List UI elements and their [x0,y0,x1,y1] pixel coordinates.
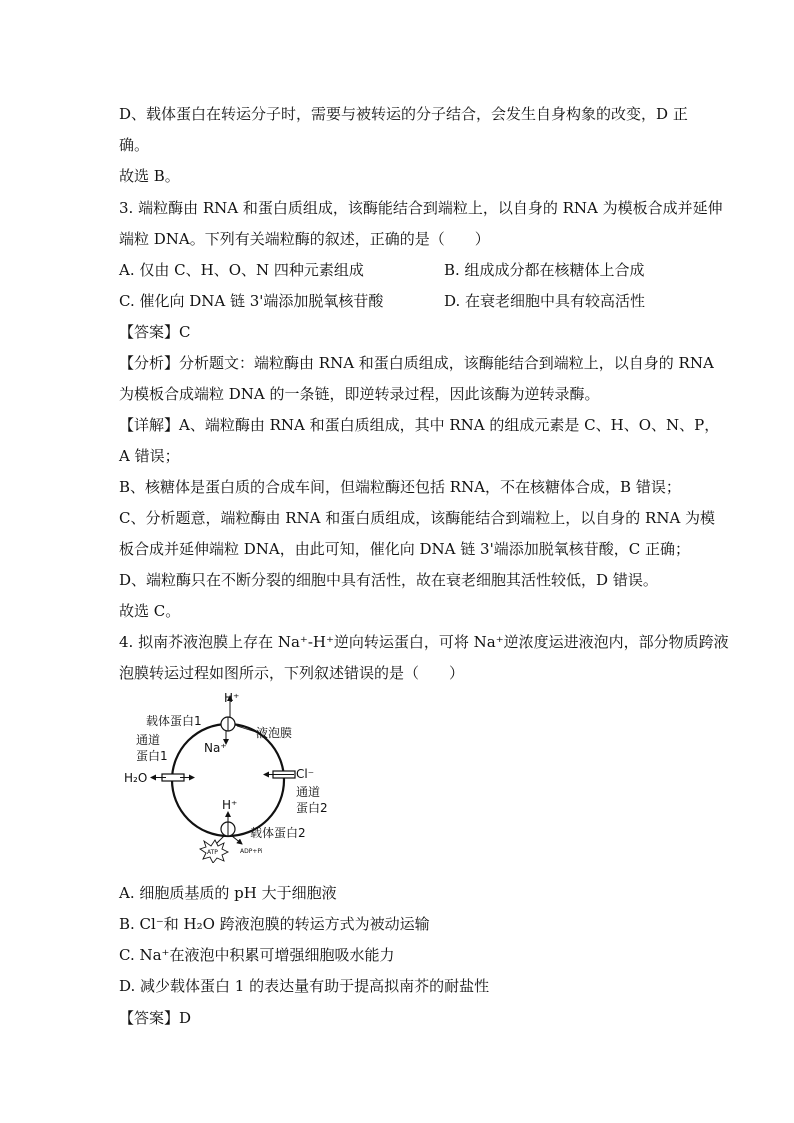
q4-option-c: C. Na⁺在液泡中积累可增强细胞吸水能力 [119,946,395,964]
q3-option-a: A. 仅由 C、H、O、N 四种元素组成 [119,261,364,279]
q3-stem-line1: 3. 端粒酶由 RNA 和蛋白质组成，该酶能结合到端粒上，以自身的 RNA 为模板合成并延伸 [119,199,723,217]
q4-option-b: B. Cl⁻和 H₂O 跨液泡膜的转运方式为被动运输 [119,915,430,933]
q3-option-c: C. 催化向 DNA 链 3'端添加脱氧核苷酸 [119,292,384,310]
h2o-label: H₂O [124,771,148,785]
carrier-protein-2-label: 载体蛋白2 [250,826,306,840]
h-ion-bottom-label: H⁺ [222,798,238,812]
atp-label: ATP [207,849,218,856]
q3-analysis-line1: 【分析】分析题文：端粒酶由 RNA 和蛋白质组成，该酶能结合到端粒上，以自身的 RNA [119,354,714,372]
q3-option-b: B. 组成成分都在核糖体上合成 [444,261,645,279]
channel-protein-1-label-line2: 蛋白1 [136,749,168,763]
q4-answer: 【答案】D [119,1009,192,1027]
vacuole-transport-diagram [118,688,328,863]
q3-analysis-line2: 为模板合成端粒 DNA 的一条链，即逆转录过程，因此该酶为逆转录酶。 [119,385,600,403]
q3-conclusion: 故选 C。 [119,602,181,620]
q4-stem-line2: 泡膜转运过程如图所示，下列叙述错误的是（ ） [119,664,465,682]
q3-detail-line3: B、核糖体是蛋白质的合成车间，但端粒酶还包括 RNA，不在核糖体合成，B 错误； [119,478,681,496]
na-ion-label: Na⁺ [204,741,227,755]
carrier-protein-1-label: 载体蛋白1 [146,714,202,728]
q3-detail-line1: 【详解】A、端粒酶由 RNA 和蛋白质组成，其中 RNA 的组成元素是 C、H、O、N、P， [119,416,720,434]
carrier-protein-2 [214,812,242,846]
channel-protein-2-label-line2: 蛋白2 [296,801,328,815]
q3-stem-line2: 端粒 DNA。下列有关端粒酶的叙述，正确的是（ ） [119,230,490,248]
q4-option-d: D. 减少载体蛋白 1 的表达量有助于提高拟南芥的耐盐性 [119,977,490,995]
q3-detail-line5: 板合成并延伸端粒 DNA，由此可知，催化向 DNA 链 3'端添加脱氧核苷酸，C 正确； [119,540,690,558]
vacuole-membrane-label: 液泡膜 [256,726,293,740]
q3-detail-line4: C、分析题意，端粒酶由 RNA 和蛋白质组成，该酶能结合到端粒上，以自身的 RNA 为模 [119,509,716,527]
adp-pi-label: ADP+Pi [240,848,263,855]
q2-option-d-line2: 确。 [119,136,150,154]
q2-conclusion: 故选 B。 [119,167,180,185]
q4-option-a: A. 细胞质基质的 pH 大于细胞液 [119,884,337,902]
channel-protein-2-label-line1: 通道 [296,785,321,799]
q3-detail-line6: D、端粒酶只在不断分裂的细胞中具有活性，故在衰老细胞其活性较低，D 错误。 [119,571,658,589]
q2-option-d-line1: D、载体蛋白在转运分子时，需要与被转运的分子结合，会发生自身构象的改变，D 正 [119,105,688,123]
channel-protein-1-label-line1: 通道 [136,733,161,747]
q3-option-d: D. 在衰老细胞中具有较高活性 [444,292,646,310]
q3-answer: 【答案】C [119,323,191,341]
q3-detail-line2: A 错误； [119,447,180,465]
cl-ion-label: Cl⁻ [296,767,315,781]
h-ion-top-label: H⁺ [224,691,240,705]
q4-stem-line1: 4. 拟南芥液泡膜上存在 Na⁺-H⁺逆向转运蛋白，可将 Na⁺逆浓度运进液泡内，部分物质跨液 [119,633,729,651]
